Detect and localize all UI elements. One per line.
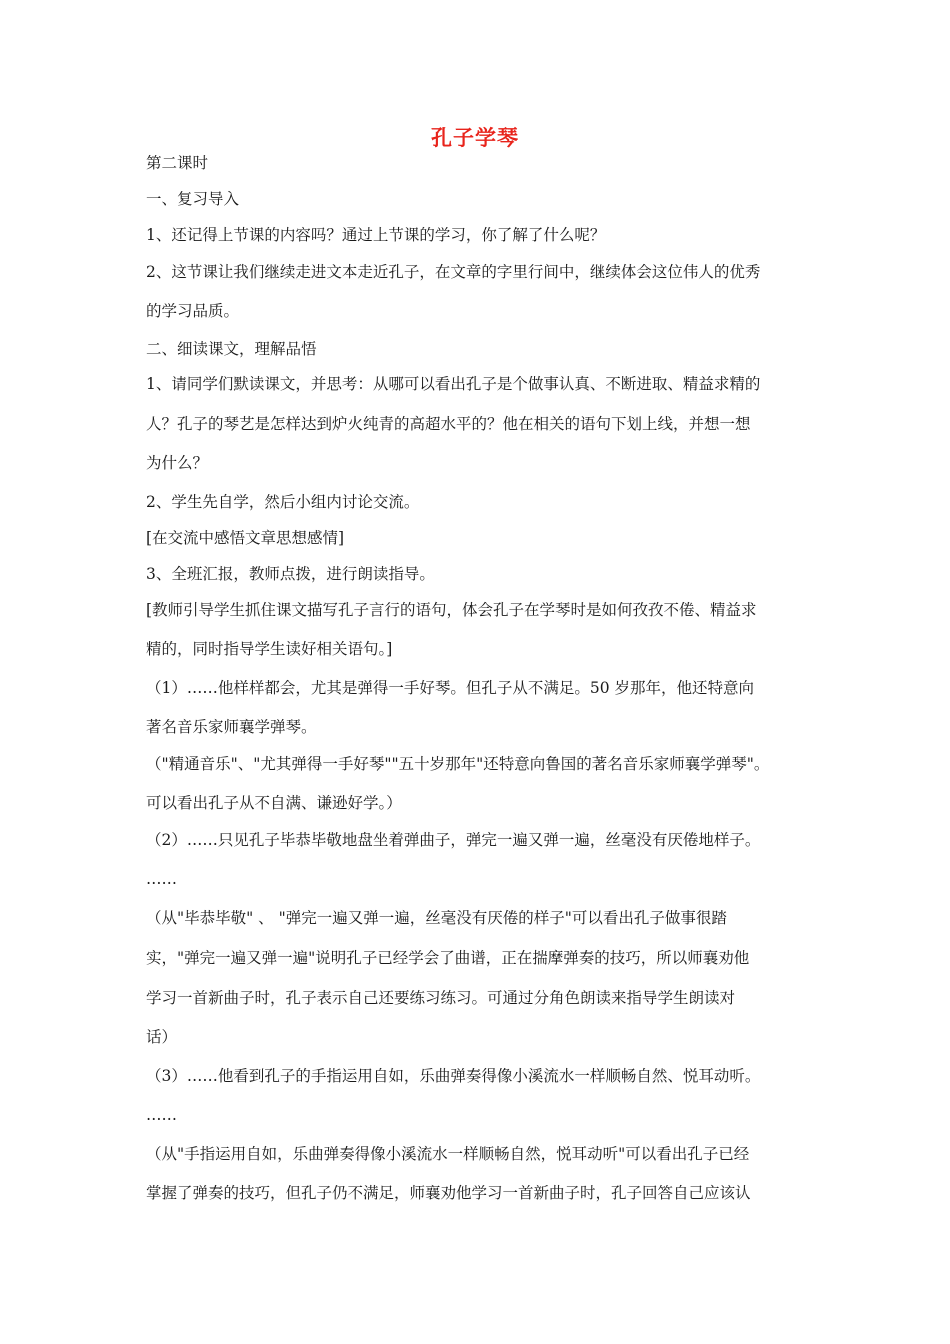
paragraph-line: （从"手指运用自如，乐曲弹奏得像小溪流水一样顺畅自然，悦耳动听"可以看出孔子已经 [146, 1145, 750, 1163]
paragraph-line: 3、全班汇报，教师点拨，进行朗读指导。 [146, 565, 435, 583]
paragraph-line: [在交流中感悟文章思想感情] [146, 529, 345, 547]
paragraph-line: 可以看出孔子从不自满、谦逊好学。） [146, 794, 402, 812]
paragraph-line: 掌握了弹奏的技巧，但孔子仍不满足，师襄劝他学习一首新曲子时，孔子回答自己应该认 [146, 1184, 751, 1202]
paragraph-line: （"精通音乐"、"尤其弹得一手好琴""五十岁那年"还特意向鲁国的著名音乐家师襄学弹琴"。 [146, 755, 770, 773]
paragraph-line: 精的，同时指导学生读好相关语句。] [146, 640, 393, 658]
paragraph-line: 的学习品质。 [146, 302, 240, 320]
document-title: 孔子学琴 [431, 126, 519, 150]
section-heading: 第二课时 [146, 154, 209, 172]
paragraph-line: 著名音乐家师襄学弹琴。 [146, 718, 317, 736]
paragraph-line: 2、这节课让我们继续走进文本走近孔子，在文章的字里行间中，继续体会这位伟人的优秀 [146, 263, 761, 281]
paragraph-line: （2）……只见孔子毕恭毕敬地盘坐着弹曲子，弹完一遍又弹一遍，丝毫没有厌倦地样子。 [146, 831, 761, 849]
section-heading: 二、细读课文，理解品悟 [146, 340, 317, 358]
paragraph-line: 2、学生先自学，然后小组内讨论交流。 [146, 493, 420, 511]
paragraph-line: （3）……他看到孔子的手指运用自如，乐曲弹奏得像小溪流水一样顺畅自然、悦耳动听。 [146, 1067, 761, 1085]
paragraph-line: 为什么？ [146, 454, 209, 472]
paragraph-line: …… [146, 1106, 177, 1124]
paragraph-line: …… [146, 870, 177, 888]
paragraph-line: （从"毕恭毕敬" 、 "弹完一遍又弹一遍，丝毫没有厌倦的样子"可以看出孔子做事很踏 [146, 909, 727, 927]
section-heading: 一、复习导入 [146, 190, 240, 208]
paragraph-line: 1、请同学们默读课文，并思考：从哪可以看出孔子是个做事认真、不断进取、精益求精的 [146, 375, 761, 393]
paragraph-line: （1）……他样样都会，尤其是弹得一手好琴。但孔子从不满足。50 岁那年，他还特意向 [146, 679, 755, 697]
paragraph-line: 1、还记得上节课的内容吗？通过上节课的学习，你了解了什么呢？ [146, 226, 606, 244]
paragraph-line: 实，"弹完一遍又弹一遍"说明孔子已经学会了曲谱，正在揣摩弹奏的技巧，所以师襄劝他 [146, 949, 750, 967]
paragraph-line: 学习一首新曲子时，孔子表示自己还要练习练习。可通过分角色朗读来指导学生朗读对 [146, 989, 736, 1007]
paragraph-line: 人？孔子的琴艺是怎样达到炉火纯青的高超水平的？他在相关的语句下划上线，并想一想 [146, 415, 751, 433]
paragraph-line: 话） [146, 1028, 178, 1046]
paragraph-line: [教师引导学生抓住课文描写孔子言行的语句，体会孔子在学琴时是如何孜孜不倦、精益求 [146, 601, 757, 619]
